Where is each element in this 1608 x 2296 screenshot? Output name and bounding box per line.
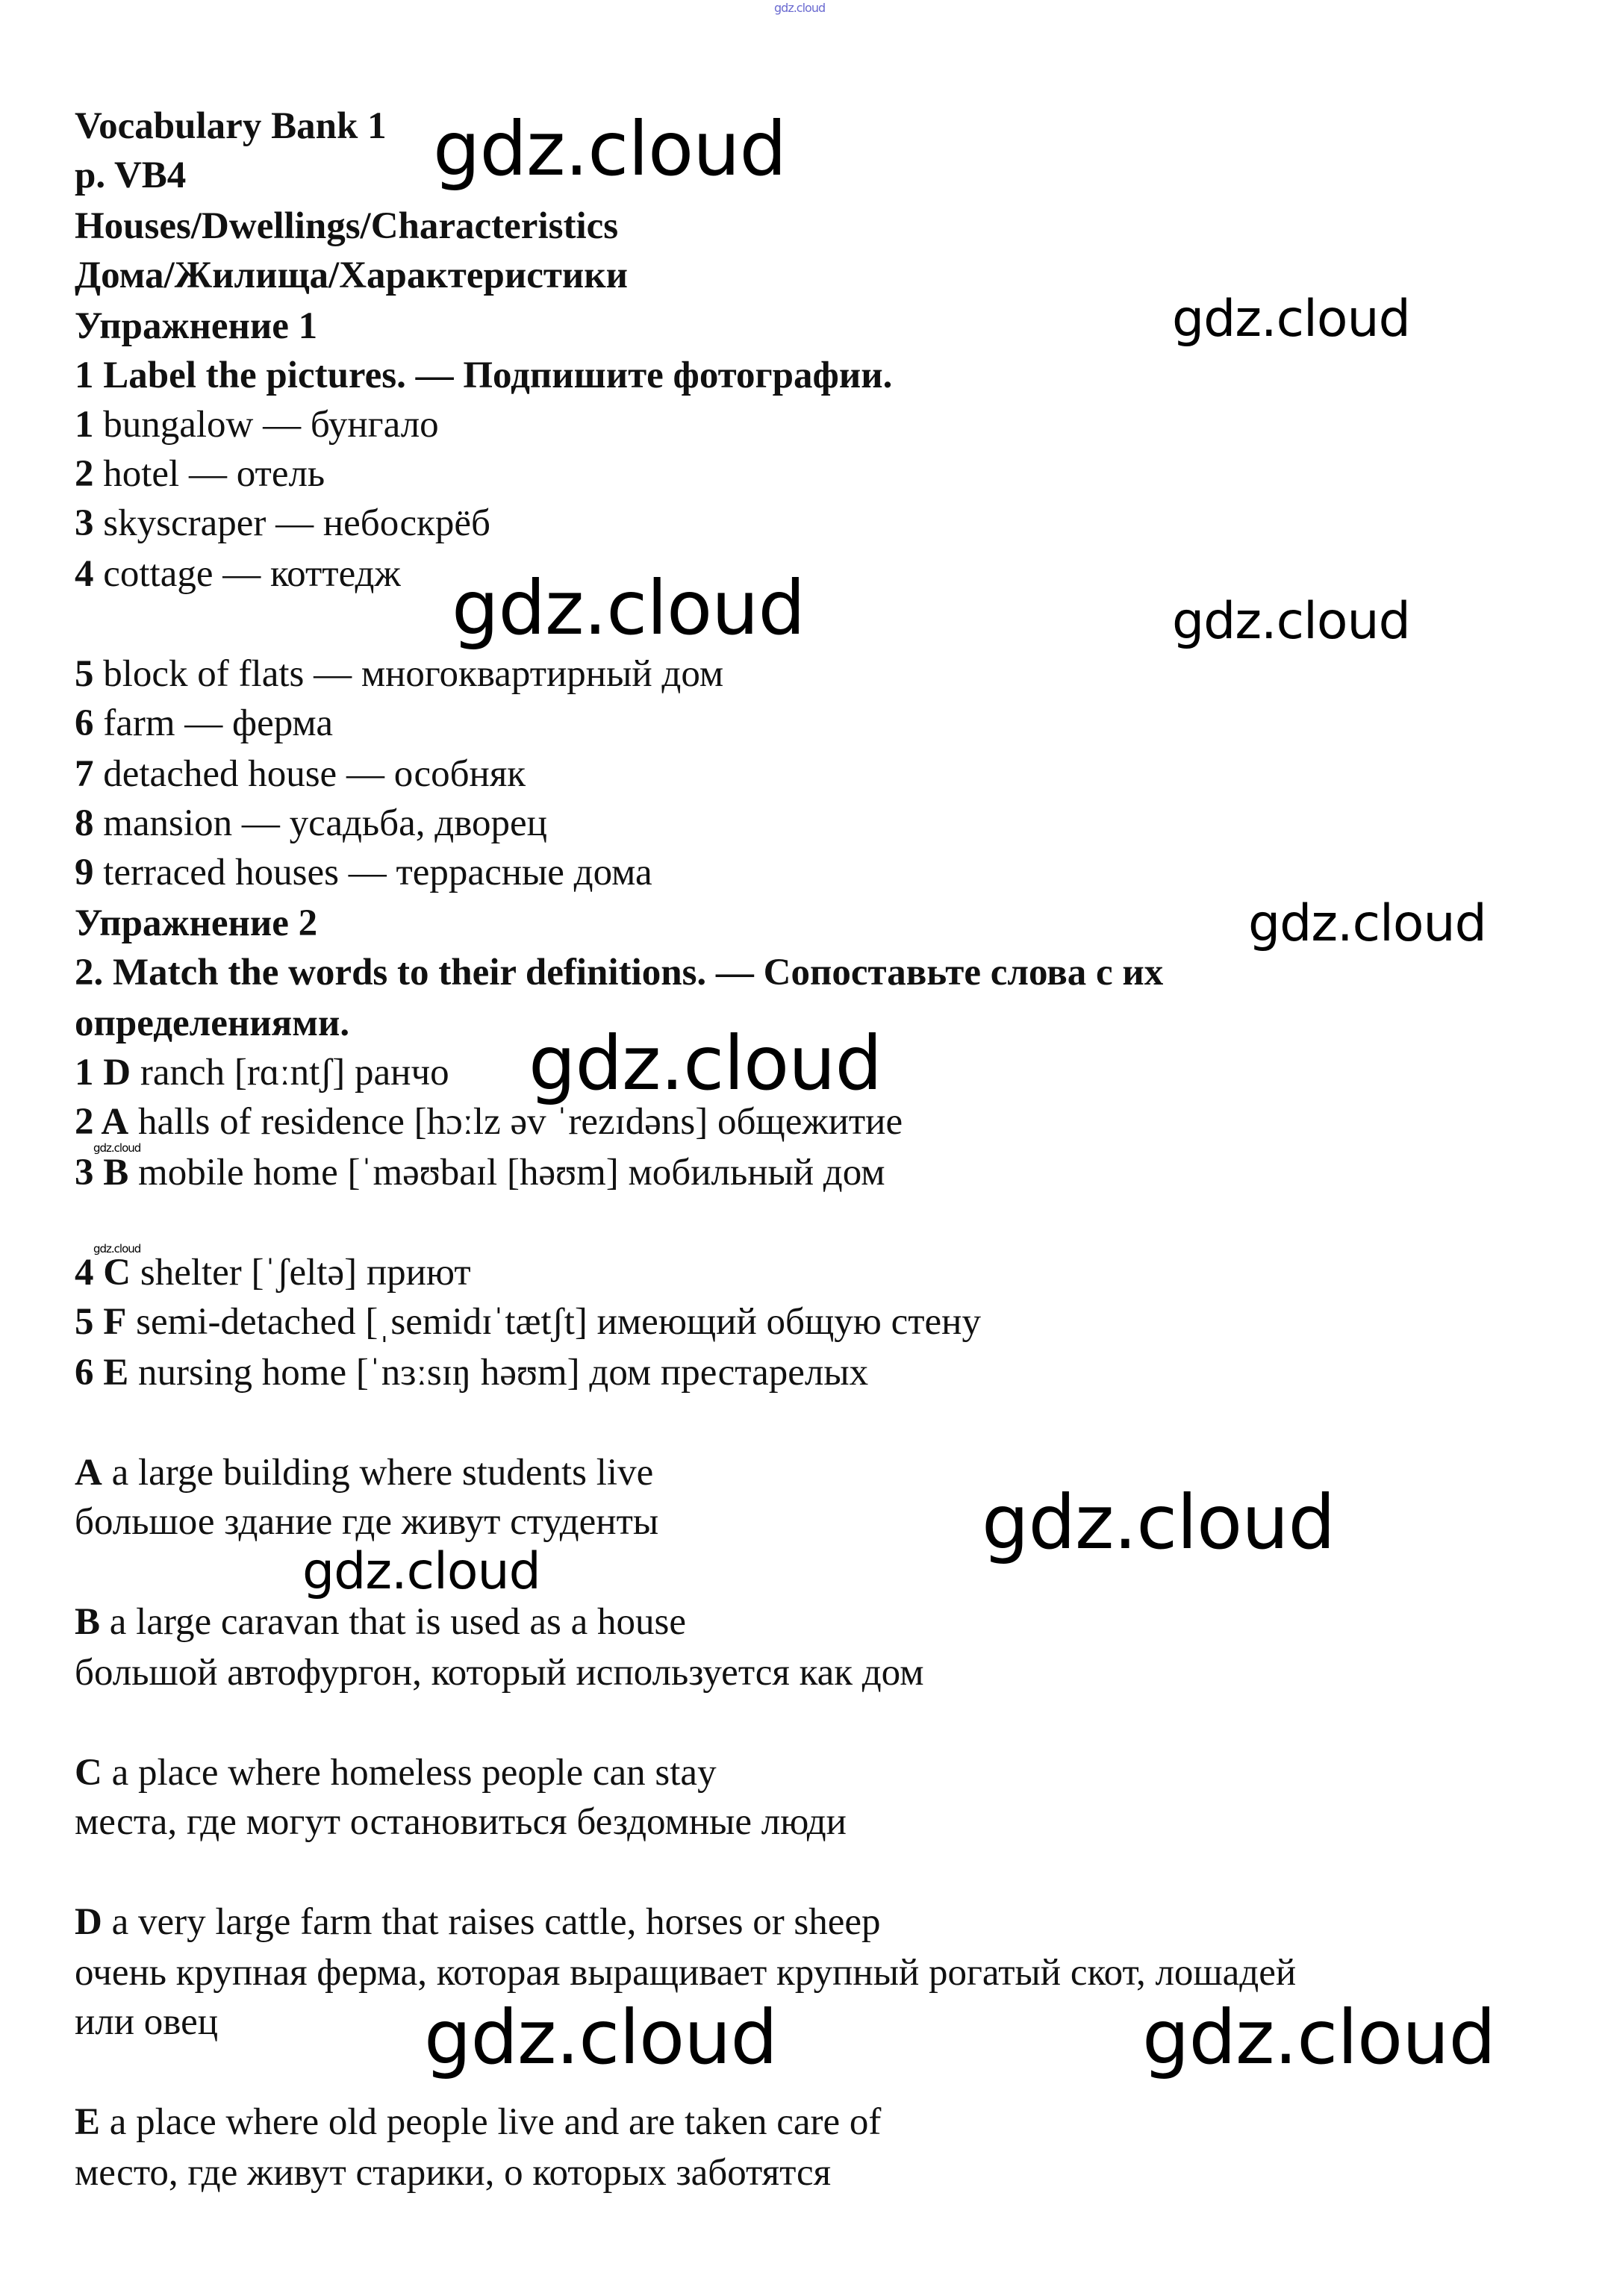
exercise-2-answer: 3 B mobile home [ˈməʊbaɪl [həʊm] мобильный дом [75, 1152, 885, 1194]
watermark: gdz.cloud [1172, 290, 1410, 349]
exercise-1-task: 1 Label the pictures. — Подпишите фотографии. [75, 355, 893, 396]
exercise-2-answer: 4 C shelter [ˈʃeltə] приют [75, 1252, 471, 1294]
watermark: gdz.cloud [452, 564, 805, 652]
exercise-1-item: 8 mansion — усадьба, дворец [75, 802, 547, 844]
exercise-2-answer: 1 D ranch [rɑːntʃ] ранчо [75, 1052, 449, 1094]
topic-english: Houses/Dwellings/Characteristics [75, 205, 619, 247]
definition-russian: или овец [75, 2001, 218, 2043]
exercise-2-heading: Упражнение 2 [75, 902, 318, 944]
watermark: gdz.cloud [1248, 894, 1486, 953]
definition-russian: большой автофургон, который используется как дом [75, 1652, 924, 1694]
topic-russian: Дома/Жилища/Характеристики [75, 255, 629, 296]
watermark: gdz.cloud [1142, 1994, 1496, 2081]
definition-russian: очень крупная ферма, которая выращивает крупный рогатый скот, лошадей [75, 1952, 1297, 1994]
definition-russian: большое здание где живут студенты [75, 1501, 659, 1543]
exercise-2-task-line-2: определениями. [75, 1002, 350, 1044]
watermark: gdz.cloud [433, 105, 787, 193]
exercise-1-item: 7 detached house — особняк [75, 753, 526, 795]
definition-english: B a large caravan that is used as a house [75, 1601, 687, 1643]
watermark: gdz.cloud [982, 1479, 1336, 1566]
page-reference: p. VB4 [75, 155, 187, 196]
definition-english: C a place where homeless people can stay [75, 1752, 717, 1794]
watermark: gdz.cloud [424, 1994, 778, 2081]
exercise-1-item: 5 block of flats — многоквартирный дом [75, 653, 724, 695]
definition-english: A a large building where students live [75, 1452, 654, 1494]
definition-russian: места, где могут остановиться бездомные люди [75, 1801, 847, 1843]
exercise-1-item: 2 hotel — отель [75, 453, 325, 495]
watermark: gdz.cloud [1172, 592, 1410, 651]
exercise-1-heading: Упражнение 1 [75, 305, 318, 347]
definition-english: E a place where old people live and are taken care of [75, 2101, 882, 2143]
exercise-2-answer: 6 E nursing home [ˈnɜːsɪŋ həʊm] дом престарелых [75, 1352, 869, 1394]
exercise-1-item: 1 bungalow — бунгало [75, 404, 439, 446]
exercise-2-task-line-1: 2. Match the words to their definitions. — Сопоставьте слова с их [75, 952, 1164, 993]
watermark: gdz.cloud [93, 1242, 141, 1255]
exercise-1-item: 6 farm — ферма [75, 702, 333, 744]
watermark: gdz.cloud [93, 1141, 141, 1155]
exercise-2-answer: 5 F semi-detached [ˌsemidɪˈtætʃt] имеющий общую стену [75, 1301, 981, 1343]
vocabulary-bank-title: Vocabulary Bank 1 [75, 105, 387, 147]
watermark: gdz.cloud [529, 1020, 882, 1107]
exercise-1-item: 9 terraced houses — террасные дома [75, 852, 652, 893]
exercise-1-item: 4 cottage — коттедж [75, 553, 401, 595]
definition-english: D a very large farm that raises cattle, horses or sheep [75, 1901, 881, 1943]
watermark: gdz.cloud [302, 1542, 540, 1601]
exercise-1-item: 3 skyscraper — небоскрёб [75, 502, 490, 544]
exercise-2-answer: 2 A halls of residence [hɔːlz əv ˈrezɪdəns] общежитие [75, 1101, 903, 1143]
watermark: gdz.cloud [774, 1, 826, 15]
definition-russian: место, где живут старики, о которых заботятся [75, 2152, 832, 2194]
